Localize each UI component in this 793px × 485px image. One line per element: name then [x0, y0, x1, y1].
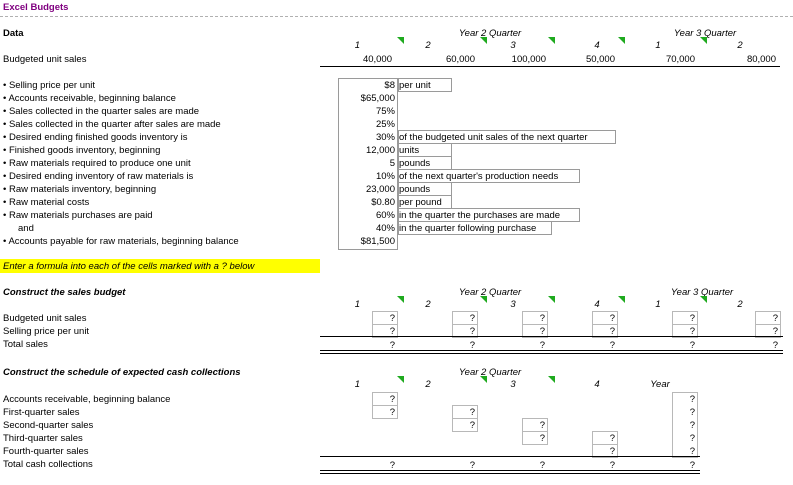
cash-year-cell[interactable]: ?: [689, 420, 695, 431]
assumption-value[interactable]: $8: [384, 80, 395, 91]
instruction-text: Enter a formula into each of the cells marked with a ? below: [3, 261, 255, 272]
data-y3q2: 2: [737, 40, 743, 51]
cash-year-cell[interactable]: ?: [689, 407, 695, 418]
cash-cell[interactable]: ?: [539, 420, 545, 431]
assumption-value[interactable]: 30%: [375, 132, 395, 143]
sales-cell[interactable]: ?: [609, 326, 615, 337]
cash-q3: 3: [510, 379, 516, 390]
sales-cell[interactable]: ?: [772, 340, 778, 351]
assumption-value[interactable]: 40%: [375, 223, 395, 234]
budgeted-y3q2[interactable]: 80,000: [746, 54, 776, 65]
sales-budget-heading: Construct the sales budget: [3, 287, 126, 298]
sales-year2-label: Year 2 Quarter: [458, 287, 522, 298]
assumption-value[interactable]: 5: [389, 158, 395, 169]
sales-cell[interactable]: ?: [689, 313, 695, 324]
sales-row-label: Budgeted unit sales: [3, 313, 87, 324]
cash-cell[interactable]: ?: [389, 394, 395, 405]
assumption-label: and: [18, 223, 34, 234]
cash-year2-label: Year 2 Quarter: [458, 367, 522, 378]
assumption-note: pounds: [399, 184, 431, 195]
assumption-label: • Desired ending inventory of raw materials is: [3, 171, 194, 182]
budgeted-q3[interactable]: 100,000: [511, 54, 546, 65]
assumption-note: per pound: [399, 197, 442, 208]
cash-total-cell[interactable]: ?: [539, 460, 545, 471]
sales-year3-label: Year 3 Quarter: [670, 287, 734, 298]
assumption-note: pounds: [399, 158, 431, 169]
sales-cell[interactable]: ?: [609, 340, 615, 351]
assumption-label: • Raw materials inventory, beginning: [3, 184, 157, 195]
cash-cell[interactable]: ?: [469, 420, 475, 431]
sales-cell[interactable]: ?: [539, 340, 545, 351]
cash-year-cell[interactable]: ?: [689, 446, 695, 457]
sales-cell[interactable]: ?: [389, 313, 395, 324]
assumption-note: per unit: [399, 80, 431, 91]
assumption-label: • Sales collected in the quarter sales are made: [3, 106, 200, 117]
sheet-title: Excel Budgets: [3, 2, 69, 13]
sales-cell[interactable]: ?: [539, 313, 545, 324]
assumption-value[interactable]: 10%: [375, 171, 395, 182]
cash-total-cell[interactable]: ?: [609, 460, 615, 471]
sales-row-label: Total sales: [3, 339, 48, 350]
data-year3-label: Year 3 Quarter: [673, 28, 737, 39]
assumption-label: • Accounts payable for raw materials, beginning balance: [3, 236, 239, 247]
assumption-note: units: [399, 145, 420, 156]
cash-q1: 1: [354, 379, 360, 390]
cash-year-cell[interactable]: ?: [689, 394, 695, 405]
assumption-label: • Selling price per unit: [3, 80, 96, 91]
assumption-label: • Desired ending finished goods inventory is: [3, 132, 188, 143]
sales-cell[interactable]: ?: [469, 326, 475, 337]
assumption-value[interactable]: 75%: [375, 106, 395, 117]
sales-cell[interactable]: ?: [539, 326, 545, 337]
data-q2: 2: [425, 40, 431, 51]
sales-row-label: Selling price per unit: [3, 326, 90, 337]
budgeted-q2[interactable]: 60,000: [445, 54, 475, 65]
cash-cell[interactable]: ?: [389, 407, 395, 418]
data-q3: 3: [510, 40, 516, 51]
sales-y3q2: 2: [737, 299, 743, 310]
cash-total-cell[interactable]: ?: [389, 460, 395, 471]
cash-q4: 4: [594, 379, 600, 390]
cash-row-label: First-quarter sales: [3, 407, 80, 418]
cash-year-cell[interactable]: ?: [689, 433, 695, 444]
assumption-note: in the quarter following purchase: [399, 223, 537, 234]
sales-cell[interactable]: ?: [772, 326, 778, 337]
assumption-value[interactable]: 23,000: [365, 184, 395, 195]
assumption-label: • Raw materials required to produce one unit: [3, 158, 191, 169]
sales-q3: 3: [510, 299, 516, 310]
assumption-value[interactable]: $65,000: [360, 93, 395, 104]
cash-q2: 2: [425, 379, 431, 390]
budgeted-q1[interactable]: 40,000: [362, 54, 392, 65]
assumption-label: • Accounts receivable, beginning balance: [3, 93, 176, 104]
cash-row-label: Fourth-quarter sales: [3, 446, 89, 457]
cash-cell[interactable]: ?: [539, 433, 545, 444]
cash-row-label: Third-quarter sales: [3, 433, 83, 444]
cash-total-cell[interactable]: ?: [689, 460, 695, 471]
sales-cell[interactable]: ?: [389, 326, 395, 337]
cash-total-cell[interactable]: ?: [469, 460, 475, 471]
budgeted-unit-sales-label: Budgeted unit sales: [3, 54, 87, 65]
cash-cell[interactable]: ?: [609, 433, 615, 444]
assumption-value[interactable]: 12,000: [365, 145, 395, 156]
data-q4: 4: [594, 40, 600, 51]
assumption-label: • Sales collected in the quarter after sales are made: [3, 119, 221, 130]
assumption-value[interactable]: 25%: [375, 119, 395, 130]
assumption-label: • Raw materials purchases are paid: [3, 210, 153, 221]
cash-collections-heading: Construct the schedule of expected cash collections: [3, 367, 241, 378]
assumption-note: in the quarter the purchases are made: [399, 210, 561, 221]
sales-q1: 1: [354, 299, 360, 310]
assumption-note: of the budgeted unit sales of the next quarter: [399, 132, 588, 143]
assumption-label: • Raw material costs: [3, 197, 90, 208]
sales-q2: 2: [425, 299, 431, 310]
sales-y3q1: 1: [655, 299, 661, 310]
data-q1: 1: [354, 40, 360, 51]
cash-row-label: Second-quarter sales: [3, 420, 94, 431]
budgeted-q4[interactable]: 50,000: [585, 54, 615, 65]
sales-cell[interactable]: ?: [609, 313, 615, 324]
cash-row-label: Total cash collections: [3, 459, 93, 470]
cash-cell[interactable]: ?: [609, 446, 615, 457]
assumption-note: of the next quarter's production needs: [399, 171, 559, 182]
sales-cell[interactable]: ?: [689, 340, 695, 351]
data-y3q1: 1: [655, 40, 661, 51]
sales-cell[interactable]: ?: [469, 340, 475, 351]
budgeted-y3q1[interactable]: 70,000: [665, 54, 695, 65]
assumption-value[interactable]: $81,500: [360, 236, 395, 247]
cash-row-label: Accounts receivable, beginning balance: [3, 394, 171, 405]
assumption-label: • Finished goods inventory, beginning: [3, 145, 161, 156]
data-year2-label: Year 2 Quarter: [458, 28, 522, 39]
data-heading: Data: [3, 28, 24, 39]
sales-q4: 4: [594, 299, 600, 310]
sales-cell[interactable]: ?: [469, 313, 475, 324]
sales-cell[interactable]: ?: [689, 326, 695, 337]
sales-cell[interactable]: ?: [772, 313, 778, 324]
assumption-value[interactable]: 60%: [375, 210, 395, 221]
assumption-value[interactable]: $0.80: [371, 197, 395, 208]
cash-year-label: Year: [650, 379, 670, 390]
cash-cell[interactable]: ?: [469, 407, 475, 418]
sales-cell[interactable]: ?: [389, 340, 395, 351]
